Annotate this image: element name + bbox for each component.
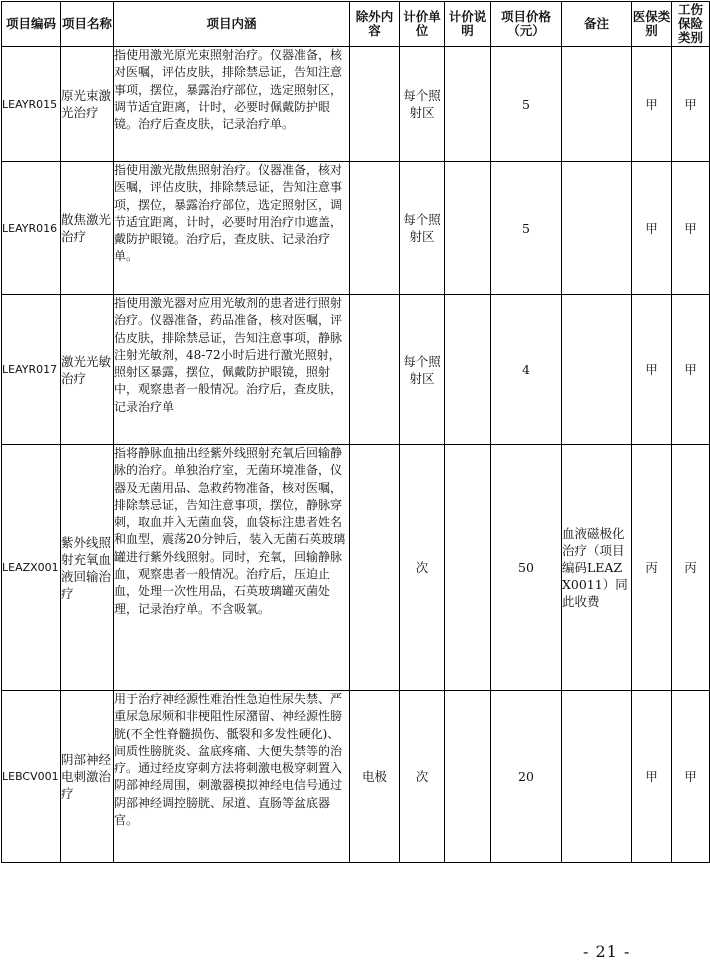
cell-unit: 每个照射区 [400, 295, 445, 445]
cell-injury-insurance: 甲 [672, 47, 710, 162]
cell-insurance: 丙 [632, 445, 672, 691]
cell-unit: 每个照射区 [400, 47, 445, 162]
cell-exclusions [350, 162, 400, 295]
cell-code: LEAYR015 [2, 47, 61, 162]
cell-pricing-note [445, 295, 491, 445]
cell-price: 4 [491, 295, 562, 445]
header-injury-insurance: 工伤保险类别 [672, 2, 710, 47]
cell-pricing-note [445, 47, 491, 162]
header-remark: 备注 [562, 2, 632, 47]
cell-pricing-note [445, 445, 491, 691]
cell-content: 指将静脉血抽出经紫外线照射充氧后回输静脉的治疗。单独治疗室，无菌环境准备，仪器及无菌用品、急救药物准备，核对医嘱，排除禁忌证，告知注意事项，摆位，静脉穿刺，取血并入无菌血袋，血袋标注患者姓名和血型，震荡20分钟后，装入无菌石英玻璃罐进行紫外线照射。同时，充氧，回输静脉血，观察患者一般情况。治疗后，压迫止血，处理一次性用品，石英玻璃罐灭菌处理，记录治疗单。不含吸氧。 [114, 445, 350, 691]
cell-code: LEAYR016 [2, 162, 61, 295]
page-number: - 21 - [583, 942, 631, 961]
cell-injury-insurance: 丙 [672, 445, 710, 691]
cell-price: 5 [491, 162, 562, 295]
cell-insurance: 甲 [632, 47, 672, 162]
header-unit: 计价单位 [400, 2, 445, 47]
table-row [2, 162, 710, 295]
cell-remark [562, 295, 632, 445]
cell-unit: 次 [400, 445, 445, 691]
cell-remark [562, 47, 632, 162]
cell-injury-insurance: 甲 [672, 162, 710, 295]
header-insurance: 医保类别 [632, 2, 672, 47]
table-row [2, 47, 710, 162]
cell-content: 指使用激光器对应用光敏剂的患者进行照射治疗。仪器准备，药品准备，核对医嘱，评估皮肤，排除禁忌证，告知注意事项，静脉注射光敏剂，48-72小时后进行激光照射，照射区暴露，摆位，佩戴防护眼镜，照射中，观察患者一般情况。治疗后，查皮肤，记录治疗单 [114, 295, 350, 445]
header-content: 项目内涵 [114, 2, 350, 47]
cell-code: LEBCV001 [2, 691, 61, 863]
table-row [2, 445, 710, 691]
cell-exclusions [350, 445, 400, 691]
cell-name: 原光束激光治疗 [61, 47, 114, 162]
fee-schedule-table [1, 1, 710, 863]
cell-insurance: 甲 [632, 691, 672, 863]
cell-name: 激光光敏治疗 [61, 295, 114, 445]
header-exclusions: 除外内容 [350, 2, 400, 47]
cell-exclusions [350, 295, 400, 445]
cell-pricing-note [445, 162, 491, 295]
cell-content: 指使用激光原光束照射治疗。仪器准备，核对医嘱，评估皮肤，排除禁忌证，告知注意事项，摆位，暴露治疗部位，选定照射区，调节适宜距离，计时，必要时佩戴防护眼镜。治疗后查皮肤，记录治疗单。 [114, 47, 350, 162]
cell-unit: 次 [400, 691, 445, 863]
cell-content: 指使用激光散焦照射治疗。仪器准备，核对医嘱，评估皮肤，排除禁忌证，告知注意事项，摆位，暴露治疗部位，选定照射区，调节适宜距离，计时，必要时用治疗巾遮盖，戴防护眼镜。治疗后，查皮肤、记录治疗单。 [114, 162, 350, 295]
header-pricing-note: 计价说明 [445, 2, 491, 47]
cell-name: 阴部神经电刺激治疗 [61, 691, 114, 863]
cell-insurance: 甲 [632, 295, 672, 445]
cell-insurance: 甲 [632, 162, 672, 295]
header-code: 项目编码 [2, 2, 61, 47]
cell-remark [562, 162, 632, 295]
cell-exclusions: 电极 [350, 691, 400, 863]
table-row [2, 691, 710, 863]
cell-injury-insurance: 甲 [672, 691, 710, 863]
cell-name: 散焦激光治疗 [61, 162, 114, 295]
cell-name: 紫外线照射充氧血液回输治疗 [61, 445, 114, 691]
cell-price: 50 [491, 445, 562, 691]
cell-price: 5 [491, 47, 562, 162]
cell-remark: 血液磁极化治疗（项目编码LEAZX0011）同此收费 [562, 445, 632, 691]
header-price: 项目价格（元） [491, 2, 562, 47]
cell-code: LEAZX001 [2, 445, 61, 691]
cell-pricing-note [445, 691, 491, 863]
table-header-row [2, 2, 710, 47]
cell-exclusions [350, 47, 400, 162]
cell-unit: 每个照射区 [400, 162, 445, 295]
cell-remark [562, 691, 632, 863]
cell-content: 用于治疗神经源性难治性急迫性尿失禁、严重尿急尿频和非梗阻性尿潴留、神经源性膀胱(不全性脊髓损伤、骶裂和多发性硬化)、间质性膀胱炎、盆底疼痛、大便失禁等的治疗。通过经皮穿刺方法将刺激电极穿刺置入阴部神经周围，刺激器模拟神经电信号通过阴部神经调控膀胱、尿道、直肠等盆底器官。 [114, 691, 350, 863]
cell-price: 20 [491, 691, 562, 863]
cell-code: LEAYR017 [2, 295, 61, 445]
table-row [2, 295, 710, 445]
header-name: 项目名称 [61, 2, 114, 47]
cell-injury-insurance: 甲 [672, 295, 710, 445]
